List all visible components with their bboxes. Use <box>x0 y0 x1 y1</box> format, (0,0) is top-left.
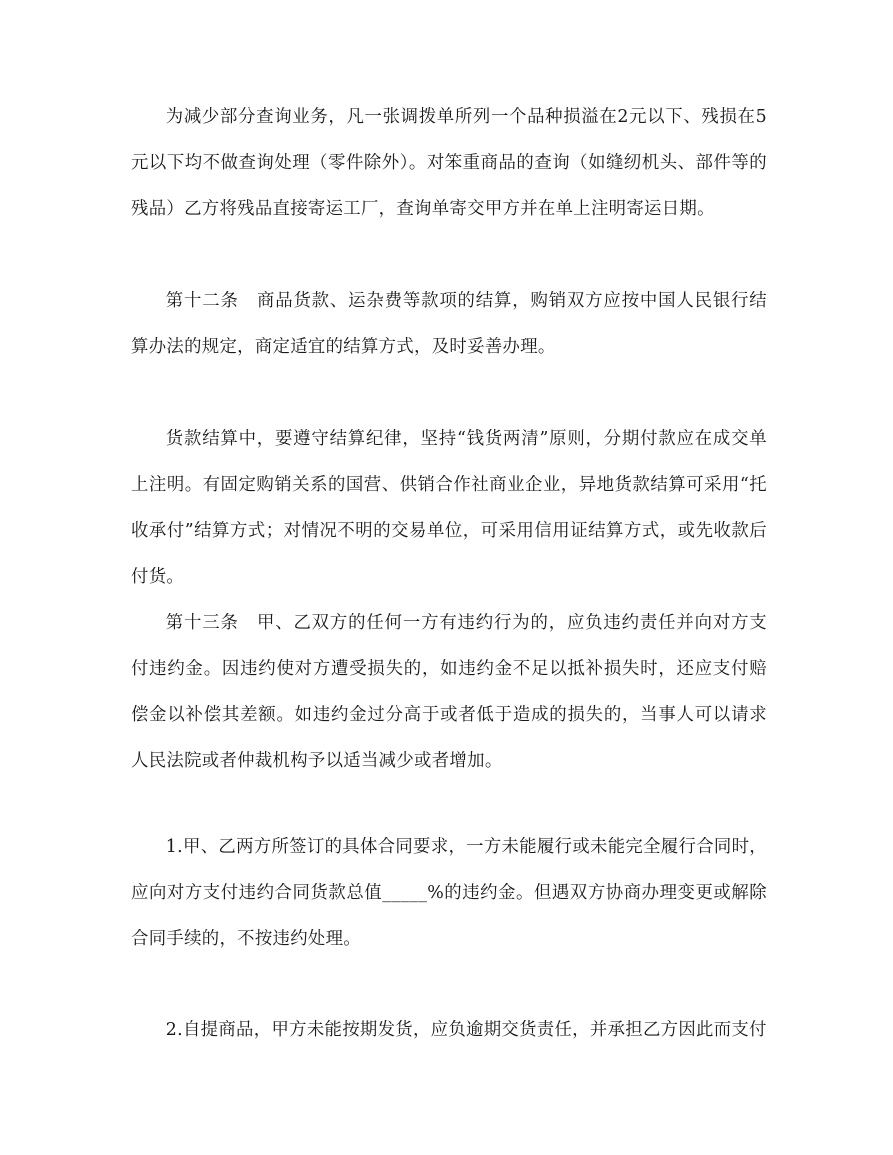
paragraph-article-13: 第十三条 甲、乙双方的任何一方有违约行为的，应负违约责任并向对方支付违约金。因违约使对方遭受损失的，如违约金不足以抵补损失时，还应支付赔偿金以补偿其差额。如违约金过分高于或者低于造成的损失的，当事人可以请求人民法院或者仲裁机构予以适当减少或者增加。 <box>131 613 767 771</box>
paragraph-article-12: 第十二条 商品货款、运杂费等款项的结算，购销双方应按中国人民银行结算办法的规定，商定适宜的结算方式，及时妥善办理。 <box>131 291 767 357</box>
paragraph-clause-2: 2.自提商品，甲方未能按期发货，应负逾期交货责任，并承担乙方因此而支付 <box>165 1020 767 1040</box>
paragraph-settlement-rules: 货款结算中，要遵守结算纪律，坚持“钱货两清”原则，分期付款应在成交单上注明。有固定购销关系的国营、供销合作社商业企业，异地货款结算可采用“托收承付”结算方式；对情况不明的交易单位，可采用信用证结算方式，或先收款后付货。 <box>131 429 767 587</box>
paragraph-clause-1: 1.甲、乙两方所签订的具体合同要求，一方未能履行或未能完全履行合同时，应向对方支付违约合同货款总值_____%的违约金。但遇双方协商办理变更或解除合同手续的，不按违约处理。 <box>131 837 767 949</box>
paragraph-inquiry-threshold: 为减少部分查询业务，凡一张调拨单所列一个品种损溢在2元以下、残损在5元以下均不做查询处理（零件除外）。对笨重商品的查询（如缝纫机头、部件等的残品）乙方将残品直接寄运工厂，查询单寄交甲方并在单上注明寄运日期。 <box>131 107 767 219</box>
